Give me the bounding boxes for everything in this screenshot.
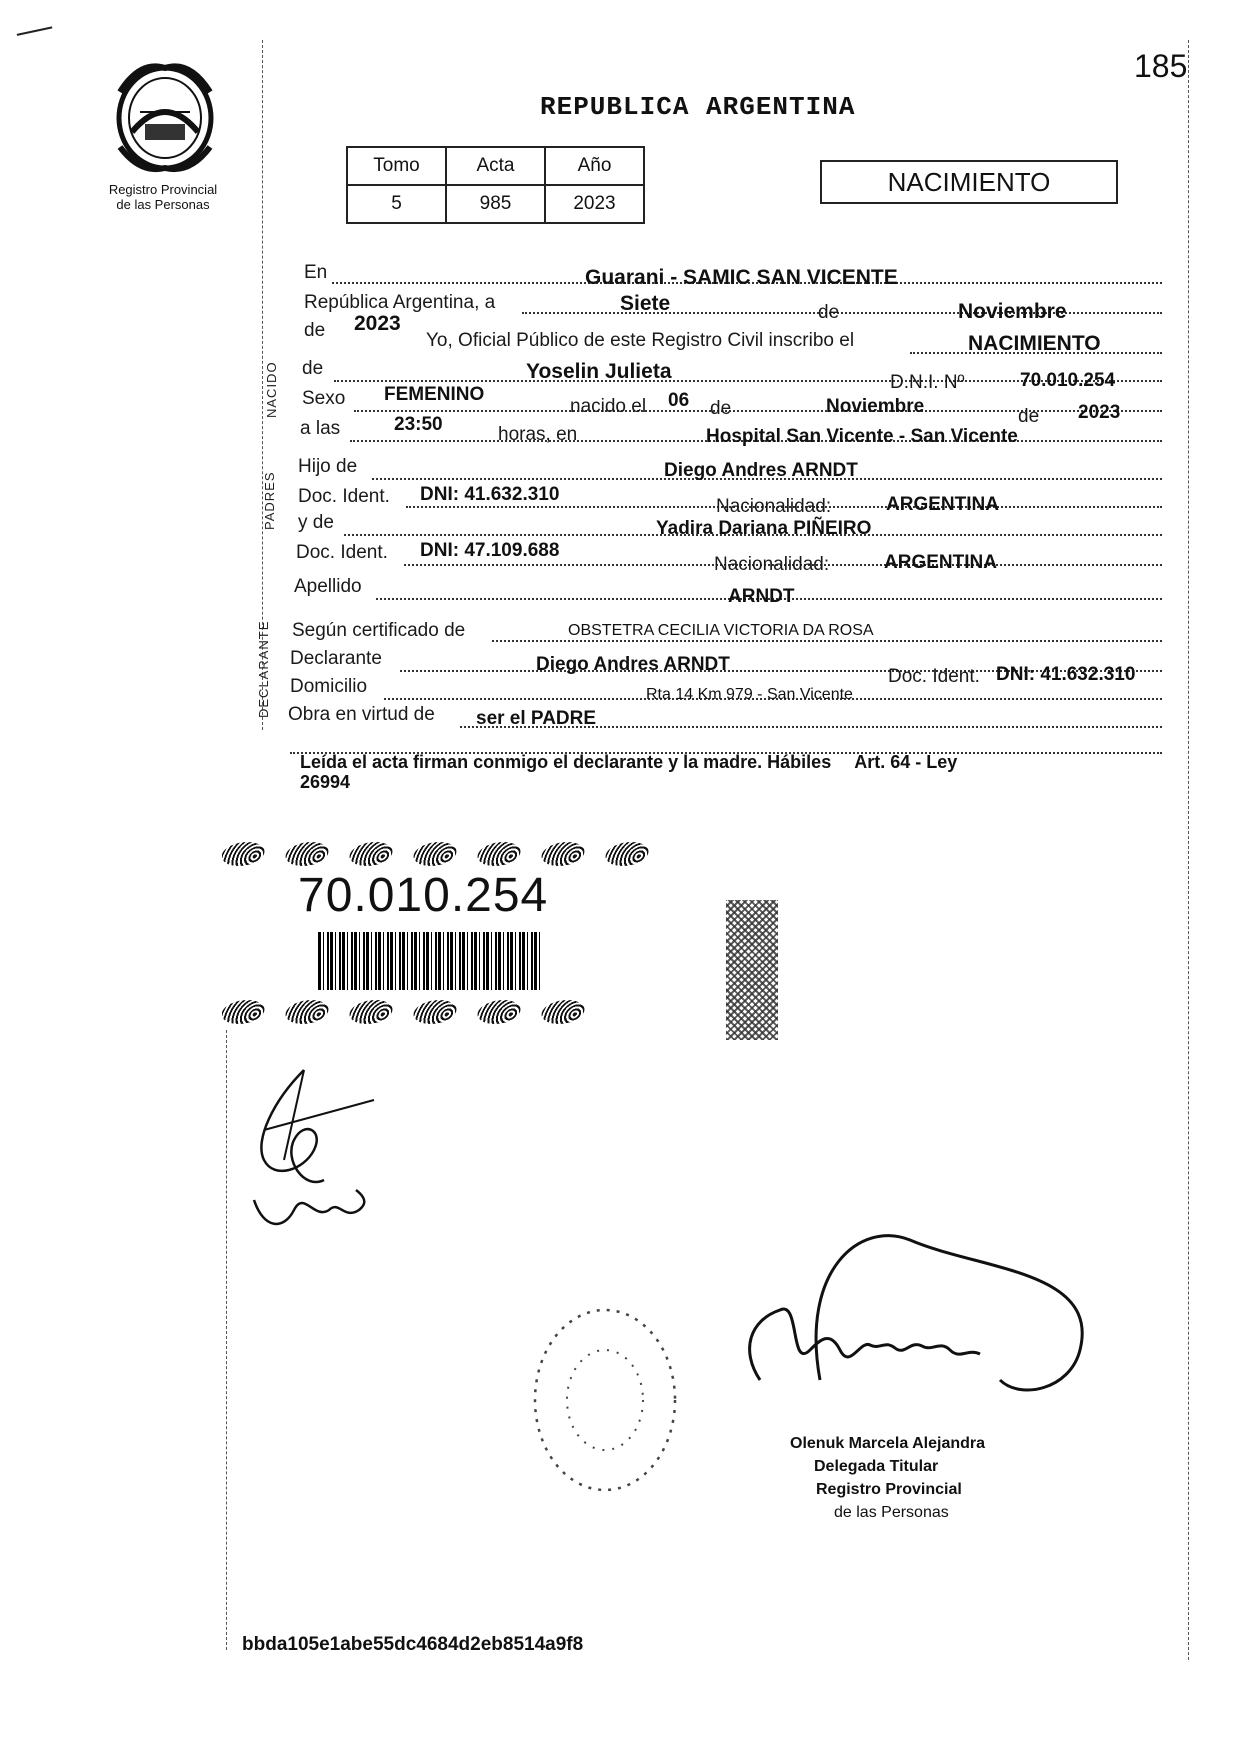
closing-art: Art. 64 - Ley bbox=[854, 752, 958, 772]
act-type-box: NACIMIENTO bbox=[820, 160, 1118, 204]
security-pattern-top bbox=[222, 842, 672, 870]
decl-doc: DNI: 41.632.310 bbox=[996, 664, 1136, 685]
section-label-declarante: DECLARANTE bbox=[256, 620, 271, 718]
nac1-label: Nacionalidad: bbox=[716, 496, 832, 517]
official-signature bbox=[700, 1230, 1100, 1430]
surname-value: ARNDT bbox=[728, 586, 795, 607]
official-registry-line1: Registro Provincial bbox=[816, 1481, 962, 1498]
republica-label: República Argentina, a bbox=[304, 292, 496, 313]
closing-line2: 26994 bbox=[300, 772, 351, 792]
sticker-number: 70.010.254 bbox=[298, 869, 549, 922]
dots bbox=[354, 410, 1162, 412]
official-name: Olenuk Marcela Alejandra bbox=[790, 1435, 986, 1452]
address-value: Rta 14 Km 979 - San Vicente bbox=[646, 686, 853, 703]
right-margin-line bbox=[1188, 40, 1189, 1660]
barcode bbox=[318, 932, 540, 990]
horas-label: horas, en bbox=[498, 424, 578, 445]
page-number: 185 bbox=[1134, 48, 1188, 84]
mother-name: Yadira Dariana PIÑEIRO bbox=[656, 518, 872, 539]
table-value-anio: 2023 bbox=[545, 185, 644, 223]
nacido-label: nacido el bbox=[570, 396, 647, 417]
decl-label: Declarante bbox=[290, 648, 382, 669]
security-pattern-bottom bbox=[222, 1000, 672, 1028]
hologram bbox=[726, 900, 778, 1040]
registry-table bbox=[346, 146, 645, 224]
child-dni: 70.010.254 bbox=[1020, 370, 1116, 391]
cert-value: OBSTETRA CECILIA VICTORIA DA ROSA bbox=[568, 622, 874, 639]
father-doc: DNI: 41.632.310 bbox=[420, 484, 560, 505]
month-word: Noviembre bbox=[958, 300, 1067, 323]
mother-doc: DNI: 47.109.688 bbox=[420, 540, 560, 561]
sexo-label: Sexo bbox=[302, 388, 346, 409]
birth-month: Noviembre bbox=[826, 396, 925, 417]
hijo-label: Hijo de bbox=[298, 456, 358, 477]
apellido-label: Apellido bbox=[294, 576, 362, 597]
obra-label: Obra en virtud de bbox=[288, 704, 435, 725]
sexo-value: FEMENINO bbox=[384, 384, 485, 405]
closing-text bbox=[300, 752, 1160, 792]
decl-name: Diego Andres ARNDT bbox=[536, 654, 730, 675]
province-seal bbox=[110, 62, 220, 174]
table-value-tomo: 5 bbox=[347, 185, 446, 223]
official-registry-line2: de las Personas bbox=[834, 1504, 949, 1521]
official-title: Delegada Titular bbox=[814, 1458, 939, 1475]
year-value: 2023 bbox=[354, 312, 401, 335]
table-header-anio: Año bbox=[545, 147, 644, 185]
corner-mark bbox=[17, 26, 56, 49]
country-title: REPUBLICA ARGENTINA bbox=[540, 92, 856, 122]
a-las-label: a las bbox=[300, 418, 341, 439]
table-header-acta: Acta bbox=[446, 147, 545, 185]
table-header-tomo: Tomo bbox=[347, 147, 446, 185]
decl-doc-label: Doc. Ident. bbox=[888, 666, 980, 687]
child-name: Yoselin Julieta bbox=[526, 360, 672, 383]
nacido-de-label: de bbox=[302, 358, 324, 379]
registry-name-line1: Registro Provincial bbox=[108, 182, 218, 197]
dots bbox=[492, 640, 1162, 642]
nac2-label: Nacionalidad: bbox=[714, 554, 830, 575]
doc1-label: Doc. Ident. bbox=[298, 486, 390, 507]
official-round-stamp bbox=[520, 1290, 690, 1510]
closing-line1: Leída el acta firman conmigo el declarante y la madre. Hábiles bbox=[300, 752, 832, 772]
dni-label: D.N.I. Nº bbox=[890, 372, 965, 393]
mother-nat: ARGENTINA bbox=[884, 552, 997, 573]
en-label: En bbox=[304, 262, 328, 283]
section-label-nacido: NACIDO bbox=[264, 361, 279, 418]
birth-year: 2023 bbox=[1078, 402, 1121, 423]
seal-text bbox=[112, 62, 218, 63]
hospital-value: Hospital San Vicente - San Vicente bbox=[706, 426, 1018, 447]
yde-label: y de bbox=[298, 512, 334, 533]
registry-name bbox=[88, 182, 238, 212]
doc2-label: Doc. Ident. bbox=[296, 542, 388, 563]
de-label-3: de bbox=[1018, 406, 1040, 427]
day-word: Siete bbox=[620, 292, 671, 315]
registry-name-line2: de las Personas bbox=[116, 197, 210, 212]
section-label-padres: PADRES bbox=[262, 471, 277, 530]
left-margin-line-lower bbox=[226, 1030, 227, 1650]
birth-time: 23:50 bbox=[394, 414, 443, 435]
declarant-signature bbox=[244, 1060, 384, 1240]
reason-value: ser el PADRE bbox=[476, 708, 597, 729]
table-value-acta: 985 bbox=[446, 185, 545, 223]
place-value: Guarani - SAMIC SAN VICENTE bbox=[585, 266, 898, 289]
official-stamp-text bbox=[790, 1432, 1050, 1524]
de2-label: de bbox=[304, 320, 326, 341]
inscribo-text: Yo, Oficial Público de este Registro Civil inscribo el bbox=[426, 330, 855, 351]
cert-label: Según certificado de bbox=[292, 620, 466, 641]
dom-label: Domicilio bbox=[290, 676, 368, 697]
de-label-2: de bbox=[710, 398, 732, 419]
father-nat: ARGENTINA bbox=[886, 494, 999, 515]
act-word: NACIMIENTO bbox=[968, 332, 1101, 355]
father-name: Diego Andres ARNDT bbox=[664, 460, 858, 481]
document-hash: bbda105e1abe55dc4684d2eb8514a9f8 bbox=[242, 1634, 584, 1655]
birth-day: 06 bbox=[668, 390, 690, 411]
de-label: de bbox=[818, 302, 840, 323]
